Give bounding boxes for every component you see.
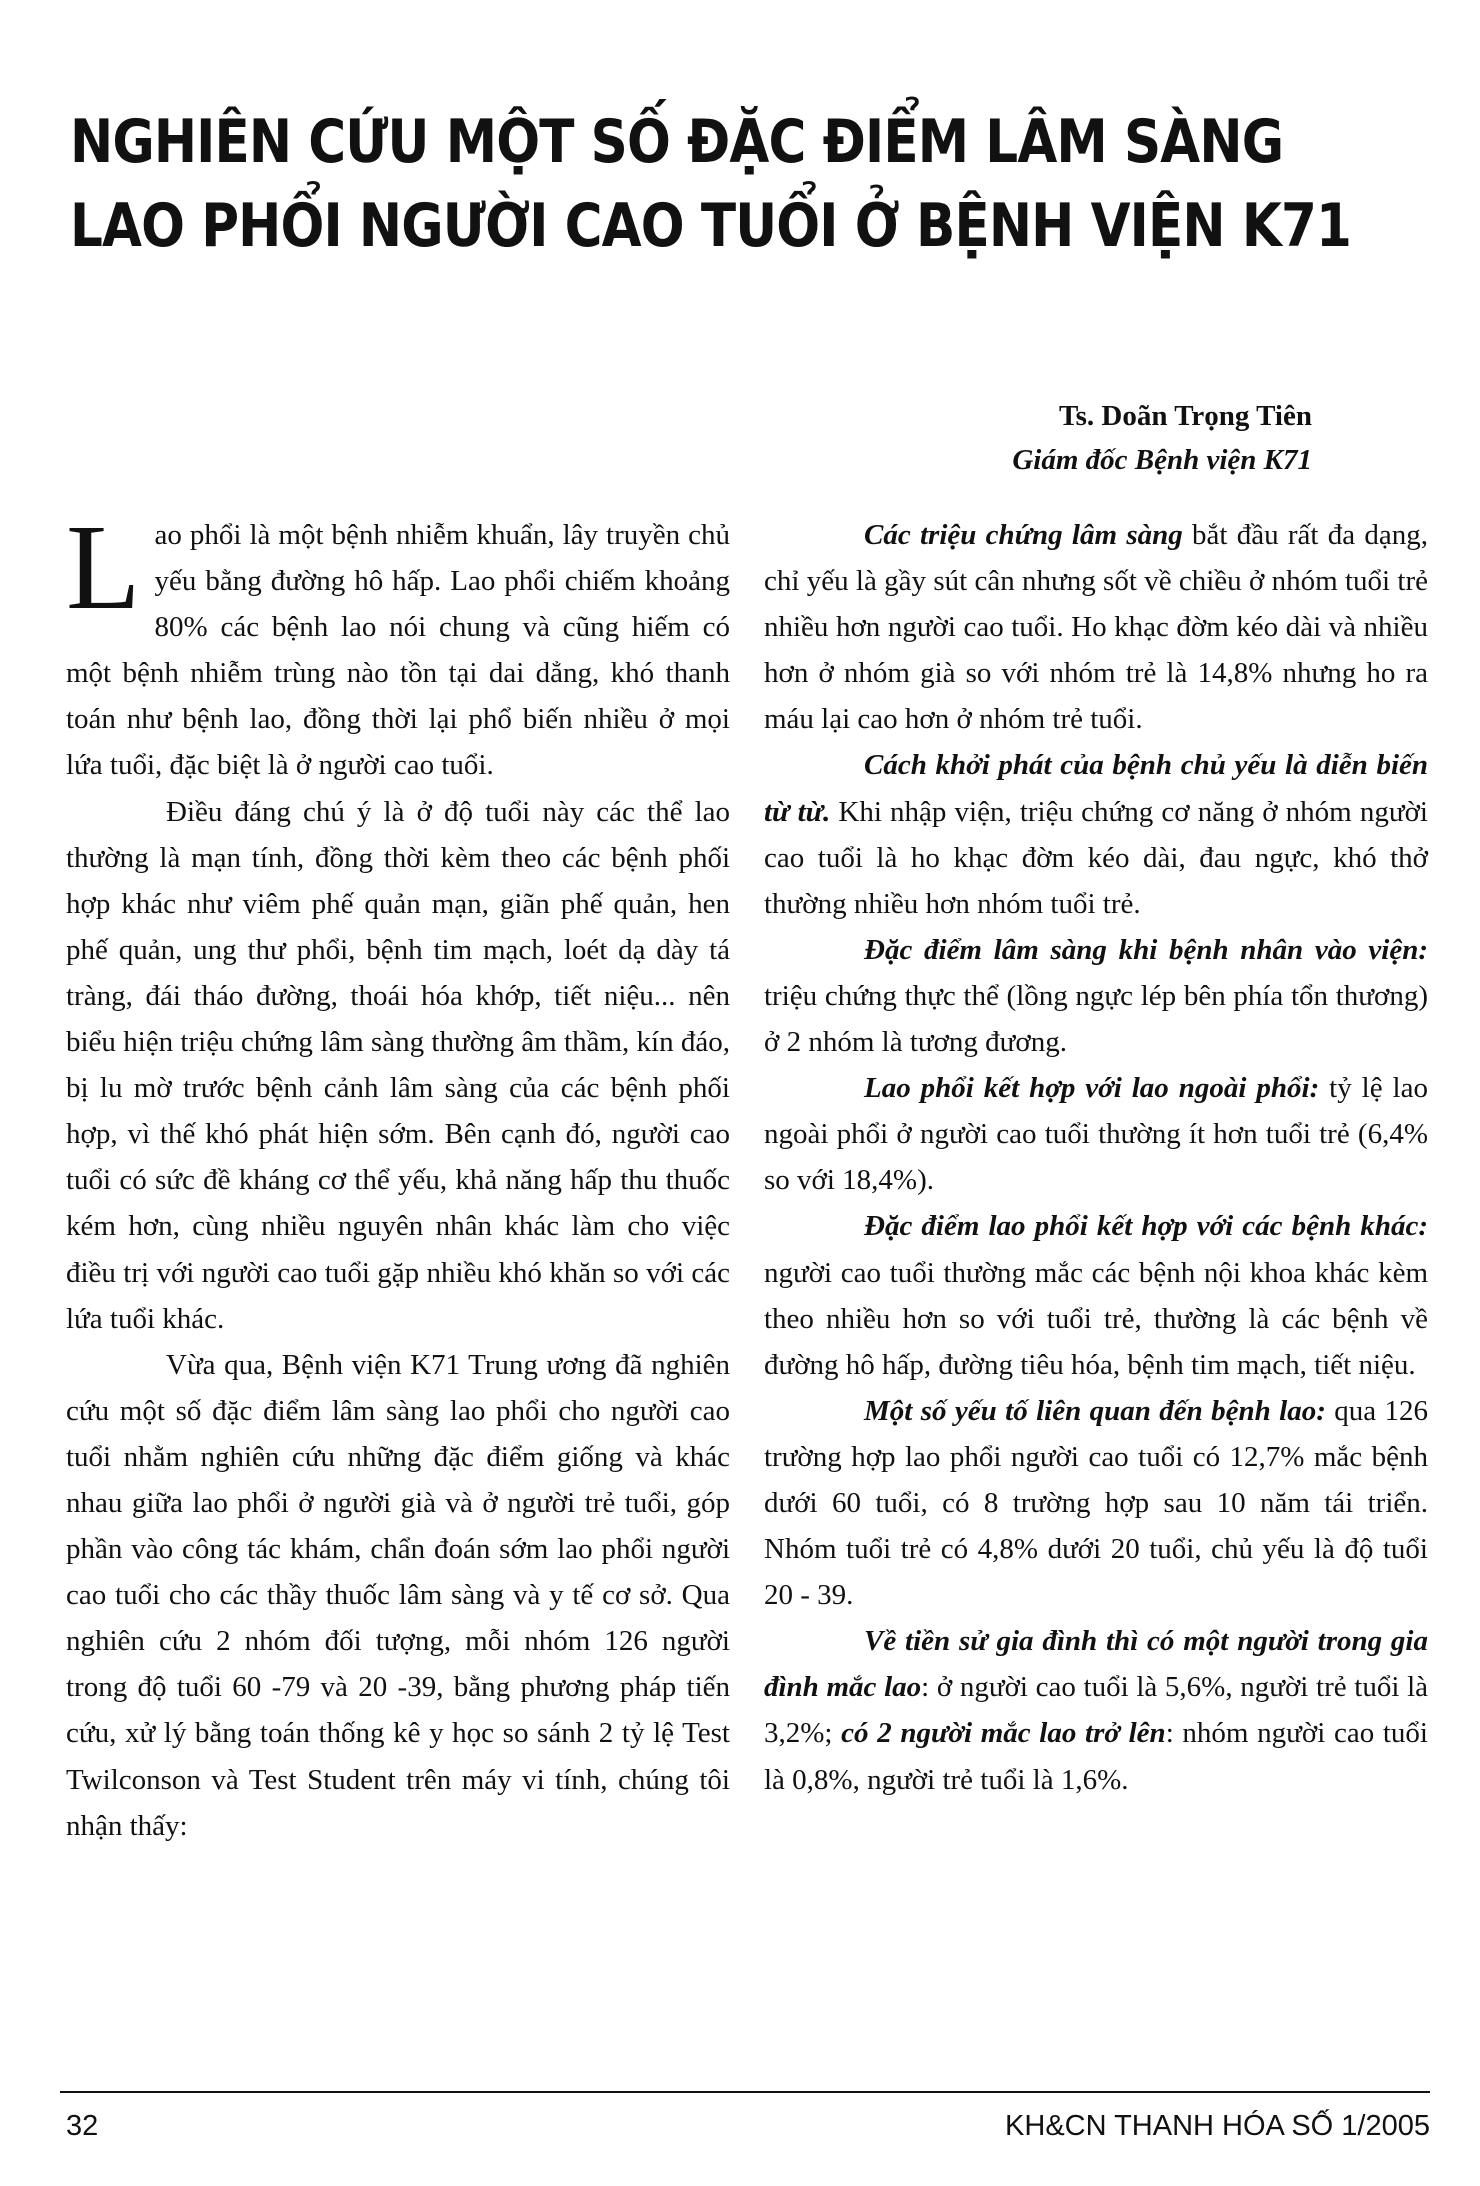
left-column [66, 500, 730, 1849]
finding-text-2: : nhóm người cao tuổi là 0,8%, người trẻ tuổi là 1,6%. [764, 1717, 1428, 1796]
finding-text: triệu chứng thực thể (lồng ngực lép bên phía tổn thương) ở 2 nhóm là tương đương. [764, 979, 1428, 1059]
author-role: Giám đốc Bệnh viện K71 [1012, 444, 1312, 476]
finding-text: người cao tuổi thường mắc các bệnh nội khoa khác kèm theo nhiều hơn so với tuổi trẻ, thường là các bệnh về đường hô hấp, đường tiêu hóa, bệnh tim mạch, tiết niệu. [764, 1256, 1428, 1381]
title-line-1: NGHIÊN CỨU MỘT SỐ ĐẶC ĐIỂM LÂM SÀNG [70, 107, 1284, 177]
finding-text: tỷ lệ lao ngoài phổi ở người cao tuổi thường ít hơn tuổi trẻ (6,4% so với 18,4%). [764, 1072, 1428, 1197]
finding-onset [764, 742, 1428, 926]
page-number: 32 [66, 2110, 99, 2142]
finding-lead: Một số yếu tố liên quan đến bệnh lao: [864, 1394, 1326, 1427]
finding-text: Khi nhập viện, triệu chứng cơ năng ở nhóm người cao tuổi là ho khạc đờm kéo dài, đau ngực, khó thở thường nhiều hơn nhóm tuổi trẻ. [764, 795, 1428, 920]
finding-clinical-symptoms [764, 512, 1428, 742]
finding-lead: Các triệu chứng lâm sàng [864, 519, 1183, 551]
paragraph-2: Điều đáng chú ý là ở độ tuổi này các thể lao thường là mạn tính, đồng thời kèm theo các bệnh phối hợp khác như viêm phế quản mạn, giãn phế quản, hen phế quản, ung thư phổi, bệnh tim mạch, loét dạ dày tá tràng, đái tháo đường, thoái hóa khớp, tiết niệu... nên biểu hiện triệu chứng lâm sàng thường âm thầm, kín đáo, bị lu mờ trước bệnh cảnh lâm sàng của các bệnh phối hợp, vì thế khó phát hiện sớm. Bên cạnh đó, người cao tuổi có sức đề kháng cơ thể yếu, khả năng hấp thu thuốc kém hơn, cùng nhiều nguyên nhân khác làm cho việc điều trị với người cao tuổi gặp nhiều khó khăn so với các lứa tuổi khác. [66, 795, 730, 1335]
finding-comorbidity [764, 1203, 1428, 1387]
finding-family-history [764, 1618, 1428, 1802]
finding-text: bắt đầu rất đa dạng, chỉ yếu là gầy sút cân nhưng sốt về chiều ở nhóm tuổi trẻ nhiều hơn người cao tuổi. Ho khạc đờm kéo dài và nhiều hơn ở nhóm già so với nhóm trẻ là 14,8% nhưng ho ra máu lại cao hơn ở nhóm trẻ tuổi. [764, 519, 1428, 736]
paragraph-3: Vừa qua, Bệnh viện K71 Trung ương đã nghiên cứu một số đặc điểm lâm sàng lao phổi cho người cao tuổi nhằm nghiên cứu những đặc điểm giống và khác nhau giữa lao phổi ở người già và ở người trẻ tuổi, góp phần vào công tác khám, chẩn đoán sớm lao phổi người cao tuổi cho các thầy thuốc lâm sàng và y tế cơ sở. Qua nghiên cứu 2 nhóm đối tượng, mỗi nhóm 126 người trong độ tuổi 60 -79 và 20 -39, bằng phương pháp tiến cứu, xử lý bằng toán thống kê y học so sánh 2 tỷ lệ Test Twilconson và Test Student trên máy vi tính, chúng tôi nhận thấy: [66, 1348, 730, 1842]
title-line-2: LAO PHỔI NGƯỜI CAO TUỔI Ở BỆNH VIỆN K71 [70, 191, 1352, 261]
intro-paragraph [66, 500, 730, 789]
finding-risk-factors [764, 1388, 1428, 1618]
finding-text: : ở người cao tuổi là 5,6%, người trẻ tuổi là 3,2%; [764, 1671, 1428, 1750]
finding-lead: Về tiền sử gia đình thì có một người trong gia đình mắc lao [764, 1625, 1428, 1704]
finding-admission [764, 927, 1428, 1065]
journal-name: KH&CN THANH HÓA SỐ 1/2005 [1005, 2110, 1430, 2142]
intro-text: ao phổi là một bệnh nhiễm khuẩn, lây truyền chủ yếu bằng đường hô hấp. Lao phổi chiếm khoảng 80% các bệnh lao nói chung và cũng hiếm có một bệnh nhiễm trùng nào tồn tại dai dẳng, khó thanh toán như bệnh lao, đồng thời lại phổ biến nhiều ở mọi lứa tuổi, đặc biệt là ở người cao tuổi. [66, 519, 730, 782]
finding-text: qua 126 trường hợp lao phổi người cao tuổi có 12,7% mắc bệnh dưới 60 tuổi, có 8 trường hợp sau 10 năm tái triển. Nhóm tuổi trẻ có 4,8% dưới 20 tuổi, chủ yếu là độ tuổi 20 - 39. [764, 1394, 1428, 1612]
author-name: Ts. Doãn Trọng Tiên [1058, 400, 1312, 432]
finding-lead: Cách khởi phát của bệnh chủ yếu là diễn biến từ từ. [764, 749, 1428, 828]
finding-lead: Lao phổi kết hợp với lao ngoài phổi: [864, 1072, 1320, 1105]
finding-lead: Đặc điểm lâm sàng khi bệnh nhân vào viện: [864, 933, 1428, 966]
author-block [1012, 394, 1312, 482]
article-title [70, 100, 1352, 268]
drop-cap: L [66, 500, 141, 635]
right-column [764, 512, 1428, 1803]
finding-extrapulmonary [764, 1065, 1428, 1203]
footer-rule [60, 2091, 1430, 2093]
finding-lead: Đặc điểm lao phổi kết hợp với các bệnh khác: [864, 1210, 1428, 1243]
finding-lead-2: có 2 người mắc lao trở lên [841, 1717, 1166, 1750]
